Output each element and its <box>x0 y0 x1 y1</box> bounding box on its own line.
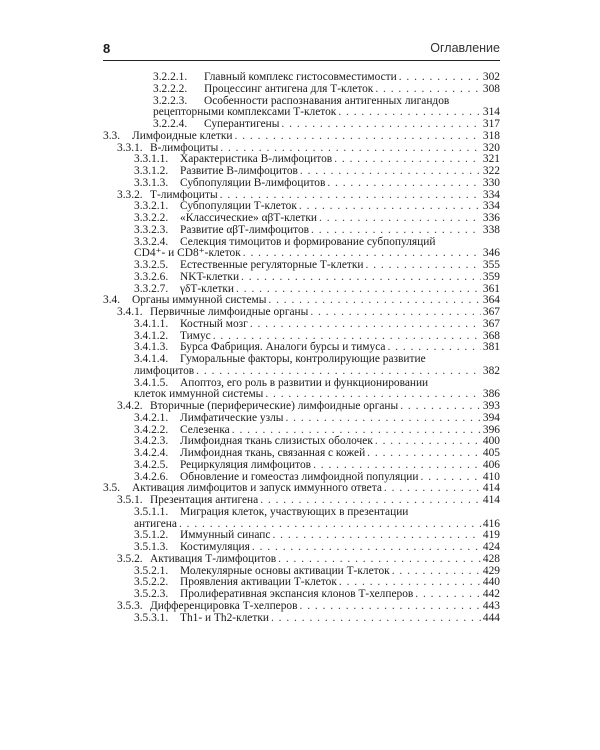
toc-entry-line <box>180 225 500 237</box>
toc-entry-title: В-лимфоциты <box>150 141 219 154</box>
toc-entry-line <box>150 401 500 413</box>
dot-leader <box>272 530 480 542</box>
toc-entry-title: «Классические» αβТ-клетки <box>180 212 317 224</box>
toc-entry-page: 443 <box>482 599 500 612</box>
dot-leader <box>300 166 481 178</box>
toc-entry-page: 429 <box>482 564 500 577</box>
dot-leader <box>271 613 481 625</box>
dot-leader <box>235 131 481 143</box>
toc-entry-line <box>180 166 500 178</box>
toc-entry-title: Иммунный синапс <box>180 529 271 542</box>
toc-entry-line <box>180 542 500 554</box>
toc-entry[interactable] <box>0 554 600 566</box>
toc-entry-page: 382 <box>482 364 500 377</box>
toc-entry-number: 3.2.2.1. <box>153 71 188 83</box>
toc-entry-line <box>180 213 500 225</box>
toc-entry-line <box>204 84 500 96</box>
toc-entry-number: 3.5.3. <box>117 599 143 612</box>
toc-entry[interactable] <box>0 190 600 202</box>
toc-entry-line <box>180 272 500 284</box>
toc-entry-title: Молекулярные основы активации Т-клеток <box>180 564 390 577</box>
toc-entry-page: 318 <box>482 129 500 142</box>
toc-entry-number: 3.5.1.1. <box>134 505 169 518</box>
toc-entry-number: 3.5. <box>103 482 121 495</box>
toc-entry-number: 3.4.1.2. <box>134 329 169 342</box>
dot-leader <box>241 272 481 284</box>
toc-entry-line <box>180 413 500 425</box>
toc-entry[interactable] <box>0 96 600 120</box>
toc-entry-title: Лимфоидная ткань слизистых оболочек <box>180 435 373 448</box>
table-of-contents <box>0 72 600 624</box>
toc-entry-title: Лимфоидная ткань, связанная с кожей <box>180 447 366 459</box>
toc-entry-line <box>150 601 500 613</box>
toc-entry-page: 320 <box>482 141 500 154</box>
toc-entry-number: 3.3.1.1. <box>134 153 169 166</box>
toc-entry[interactable] <box>0 319 600 331</box>
page-number: 8 <box>103 41 111 56</box>
toc-entry-number: 3.4.1.3. <box>134 341 169 354</box>
toc-entry-number: 3.4.2.3. <box>134 435 169 448</box>
toc-entry-title: Гуморальные факторы, контролирующие развитие <box>180 353 426 365</box>
toc-entry-line <box>180 589 500 601</box>
toc-entry-page: 359 <box>482 270 500 283</box>
toc-entry-page: 396 <box>482 423 500 436</box>
toc-entry-number: 3.5.1.2. <box>134 529 169 542</box>
toc-entry-page: 314 <box>482 106 500 119</box>
toc-entry-title: Презентация антигена <box>150 494 259 506</box>
toc-entry-number: 3.3.2.3. <box>134 223 169 236</box>
toc-entry-line <box>180 260 500 272</box>
toc-entry-title: Лимфоидные клетки <box>132 129 233 142</box>
toc-entry-line <box>132 131 500 143</box>
toc-entry-title: Лимфатические узлы <box>180 411 284 424</box>
toc-entry-title: Характеристика В-лимфоцитов <box>180 153 333 166</box>
dot-leader <box>334 154 481 166</box>
toc-entry[interactable] <box>0 260 600 272</box>
toc-entry-page: 364 <box>482 294 500 307</box>
toc-entry-page: 414 <box>482 482 500 495</box>
toc-entry-page: 317 <box>482 118 500 130</box>
toc-entry-line <box>204 72 500 84</box>
toc-entry-title: Т-лимфоциты <box>150 188 218 201</box>
toc-entry-page: 410 <box>482 470 500 483</box>
dot-leader <box>327 178 481 190</box>
toc-entry-number: 3.3.2.2. <box>134 212 169 224</box>
toc-entry-number: 3.4.2.1. <box>134 411 169 424</box>
dot-leader <box>252 542 481 554</box>
toc-entry-title: Развитие В-лимфоцитов <box>180 165 298 177</box>
toc-entry-page: 330 <box>482 176 500 189</box>
toc-entry[interactable] <box>0 460 600 472</box>
toc-entry-title: Естественные регуляторные Т-клетки <box>180 259 364 271</box>
toc-entry-page: 442 <box>482 588 500 600</box>
toc-entry-line <box>180 319 500 331</box>
toc-entry[interactable] <box>0 154 600 166</box>
dot-leader <box>313 460 481 472</box>
dot-leader <box>260 495 481 507</box>
toc-entry-title: Активация Т-лимфоцитов <box>150 552 277 565</box>
dot-leader <box>338 107 481 119</box>
toc-entry-title: Первичные лимфоидные органы <box>150 306 309 318</box>
toc-entry-page: 416 <box>482 517 500 530</box>
toc-entry-page: 419 <box>482 529 500 542</box>
dot-leader <box>392 566 481 578</box>
toc-entry-number: 3.4.1.4. <box>134 353 169 365</box>
toc-entry[interactable] <box>0 166 600 178</box>
toc-entry-title: Селекция тимоцитов и формирование субпопуляций <box>180 235 436 248</box>
toc-entry[interactable] <box>0 378 600 402</box>
toc-entry[interactable] <box>0 483 600 495</box>
toc-entry[interactable] <box>0 601 600 613</box>
toc-entry[interactable] <box>0 413 600 425</box>
toc-entry-page: 400 <box>482 435 500 448</box>
toc-entry-page: 424 <box>482 541 500 553</box>
dot-leader <box>367 448 481 460</box>
toc-entry-title-continuation: клеток иммунной системы <box>134 388 264 401</box>
toc-entry-number: 3.4.1.5. <box>134 376 169 389</box>
dot-leader <box>375 84 481 96</box>
toc-entry-title: Особенности распознавания антигенных лигандов <box>204 94 450 107</box>
toc-entry[interactable] <box>0 225 600 237</box>
toc-entry-line <box>180 178 500 190</box>
toc-entry-number: 3.3.1.3. <box>134 176 169 189</box>
dot-leader <box>278 554 481 566</box>
toc-entry-line <box>180 460 500 472</box>
toc-entry[interactable] <box>0 84 600 96</box>
toc-entry-title: Главный комплекс гистосовместимости <box>204 71 397 83</box>
toc-entry-title: Процессинг антигена для Т-клеток <box>204 82 374 95</box>
toc-entry[interactable] <box>0 237 600 261</box>
toc-entry-page: 428 <box>482 552 500 565</box>
toc-entry-page: 322 <box>482 165 500 177</box>
toc-entry-title: Селезенка <box>180 423 230 436</box>
dot-leader <box>384 483 481 495</box>
toc-entry-title: Дифференцировка Т-хелперов <box>150 599 298 612</box>
toc-entry-page: 334 <box>482 200 500 213</box>
toc-entry-number: 3.3.2.7. <box>134 282 169 295</box>
toc-entry-number: 3.4.2. <box>117 400 143 412</box>
dot-leader <box>399 72 481 84</box>
toc-entry[interactable] <box>0 272 600 284</box>
toc-entry-number: 3.5.3.1. <box>134 611 169 624</box>
toc-entry[interactable] <box>0 213 600 225</box>
dot-leader <box>366 260 481 272</box>
toc-entry[interactable] <box>0 613 600 625</box>
toc-entry-title-continuation: CD4⁺- и CD8⁺-клеток <box>134 247 241 260</box>
toc-entry-number: 3.4.2.5. <box>134 458 169 471</box>
dot-leader <box>236 284 481 296</box>
toc-entry-line <box>180 613 500 625</box>
toc-entry-title: Бурса Фабриция. Аналоги бурсы и тимуса <box>180 341 386 354</box>
toc-entry-title: Th1- и Th2-клетки <box>180 611 269 624</box>
toc-entry-title: NKT-клетки <box>180 270 240 283</box>
toc-entry-number: 3.3.2.5. <box>134 259 169 271</box>
dot-leader <box>299 201 481 213</box>
toc-entry-number: 3.5.2.2. <box>134 576 169 589</box>
toc-entry-page: 334 <box>482 188 500 201</box>
toc-entry-page: 367 <box>482 306 500 318</box>
toc-entry[interactable] <box>0 542 600 554</box>
toc-entry[interactable] <box>0 507 600 531</box>
toc-entry-page: 368 <box>482 329 500 342</box>
toc-entry-line <box>150 495 500 507</box>
toc-entry-page: 440 <box>482 576 500 589</box>
running-title: Оглавление <box>430 41 500 55</box>
toc-entry-number: 3.2.2.3. <box>153 94 188 107</box>
toc-entry[interactable] <box>0 530 600 542</box>
page-header <box>103 41 500 61</box>
toc-entry-title: Органы иммунной системы <box>132 294 267 307</box>
toc-entry-number: 3.4.2.2. <box>134 423 169 436</box>
dot-leader <box>421 472 481 484</box>
toc-entry-title: Костный мозг <box>180 317 248 330</box>
toc-entry-line <box>150 554 500 566</box>
toc-entry-page: 406 <box>482 458 500 471</box>
dot-leader <box>400 401 481 413</box>
toc-entry-line <box>180 448 500 460</box>
toc-entry[interactable] <box>0 495 600 507</box>
toc-entry-number: 3.5.1. <box>117 494 143 506</box>
toc-entry-number: 3.3.2.6. <box>134 270 169 283</box>
toc-entry-number: 3.5.1.3. <box>134 541 169 553</box>
toc-entry-page: 361 <box>482 282 500 295</box>
toc-entry-number: 3.4.2.6. <box>134 470 169 483</box>
toc-entry-title-continuation: антигена <box>134 517 177 530</box>
dot-leader <box>196 366 481 378</box>
toc-entry[interactable] <box>0 119 600 131</box>
toc-entry-number: 3.5.2.3. <box>134 588 169 600</box>
dot-leader <box>310 307 481 319</box>
toc-entry-line <box>150 307 500 319</box>
dot-leader <box>319 213 481 225</box>
toc-entry[interactable] <box>0 448 600 460</box>
toc-entry-page: 308 <box>482 82 500 95</box>
toc-entry-title: Обновление и гомеостаз лимфоидной популяции <box>180 470 419 483</box>
toc-entry-line <box>204 119 500 131</box>
toc-entry[interactable] <box>0 72 600 84</box>
toc-entry-page: 405 <box>482 447 500 459</box>
toc-entry-page: 321 <box>482 153 500 166</box>
toc-entry-line <box>134 366 500 378</box>
toc-entry-page: 338 <box>482 223 500 236</box>
toc-entry-title: Проявления активации Т-клеток <box>180 576 337 589</box>
toc-entry-title: Развитие αβТ-лимфоцитов <box>180 223 310 236</box>
toc-entry-number: 3.4.1. <box>117 306 143 318</box>
toc-entry-page: 386 <box>482 388 500 401</box>
toc-entry-number: 3.4.1.1. <box>134 317 169 330</box>
toc-entry-number: 3.3.1. <box>117 141 143 154</box>
toc-entry-number: 3.3.2.4. <box>134 235 169 248</box>
toc-entry[interactable] <box>0 284 600 296</box>
dot-leader <box>250 319 481 331</box>
toc-entry-number: 3.2.2.4. <box>153 118 188 130</box>
toc-entry[interactable] <box>0 131 600 143</box>
toc-entry-page: 414 <box>482 494 500 506</box>
toc-entry-number: 3.2.2.2. <box>153 82 188 95</box>
toc-entry-title-continuation: лимфоцитов <box>134 364 195 377</box>
toc-entry-page: 394 <box>482 411 500 424</box>
header-rule <box>103 60 500 61</box>
toc-entry-title: Пролиферативная экспансия клонов Т-хелперов <box>180 588 414 600</box>
toc-entry-title: Апоптоз, его роль в развитии и функционировании <box>180 376 429 389</box>
toc-entry-number: 3.3. <box>103 129 121 142</box>
dot-leader <box>285 413 480 425</box>
toc-entry-number: 3.5.2.1. <box>134 564 169 577</box>
toc-entry-number: 3.4. <box>103 294 121 307</box>
toc-entry-page: 444 <box>482 611 500 624</box>
toc-entry-page: 367 <box>482 317 500 330</box>
toc-entry[interactable] <box>0 401 600 413</box>
toc-entry-title: Миграция клеток, участвующих в презентации <box>180 505 409 518</box>
toc-entry[interactable] <box>0 178 600 190</box>
dot-leader <box>375 436 481 448</box>
toc-entry-page: 302 <box>482 71 500 83</box>
toc-entry-number: 3.3.2. <box>117 188 143 201</box>
toc-entry-number: 3.3.2.1. <box>134 200 169 213</box>
toc-entry-title: Субпопуляции Т-клеток <box>180 200 297 213</box>
toc-entry-page: 381 <box>482 341 500 354</box>
toc-entry-number: 3.5.2. <box>117 552 143 565</box>
toc-entry-title-continuation: рецепторными комплексами Т-клеток <box>153 106 337 119</box>
toc-entry-title: Тимус <box>180 329 211 342</box>
toc-entry-title: Вторичные (периферические) лимфоидные органы <box>150 400 399 412</box>
toc-entry[interactable] <box>0 354 600 378</box>
toc-entry[interactable] <box>0 589 600 601</box>
toc-entry[interactable] <box>0 307 600 319</box>
toc-entry-number: 3.4.2.4. <box>134 447 169 459</box>
toc-entry-page: 346 <box>482 247 500 260</box>
dot-leader <box>281 119 480 131</box>
toc-entry-number: 3.3.1.2. <box>134 165 169 177</box>
toc-entry-page: 393 <box>482 400 500 412</box>
toc-entry-title: Субпопуляции В-лимфоцитов <box>180 176 326 189</box>
dot-leader <box>311 225 481 237</box>
toc-entry-title: Суперантигены <box>204 118 280 130</box>
toc-entry-title: γδТ-клетки <box>180 282 235 295</box>
toc-entry-title: Рециркуляция лимфоцитов <box>180 458 312 471</box>
toc-entry-title: Активация лимфоцитов и запуск иммунного ответа <box>132 482 382 495</box>
dot-leader <box>415 589 481 601</box>
toc-entry-page: 336 <box>482 212 500 224</box>
dot-leader <box>300 601 481 613</box>
toc-entry-title: Костимуляция <box>180 541 250 553</box>
toc-entry-page: 355 <box>482 259 500 271</box>
